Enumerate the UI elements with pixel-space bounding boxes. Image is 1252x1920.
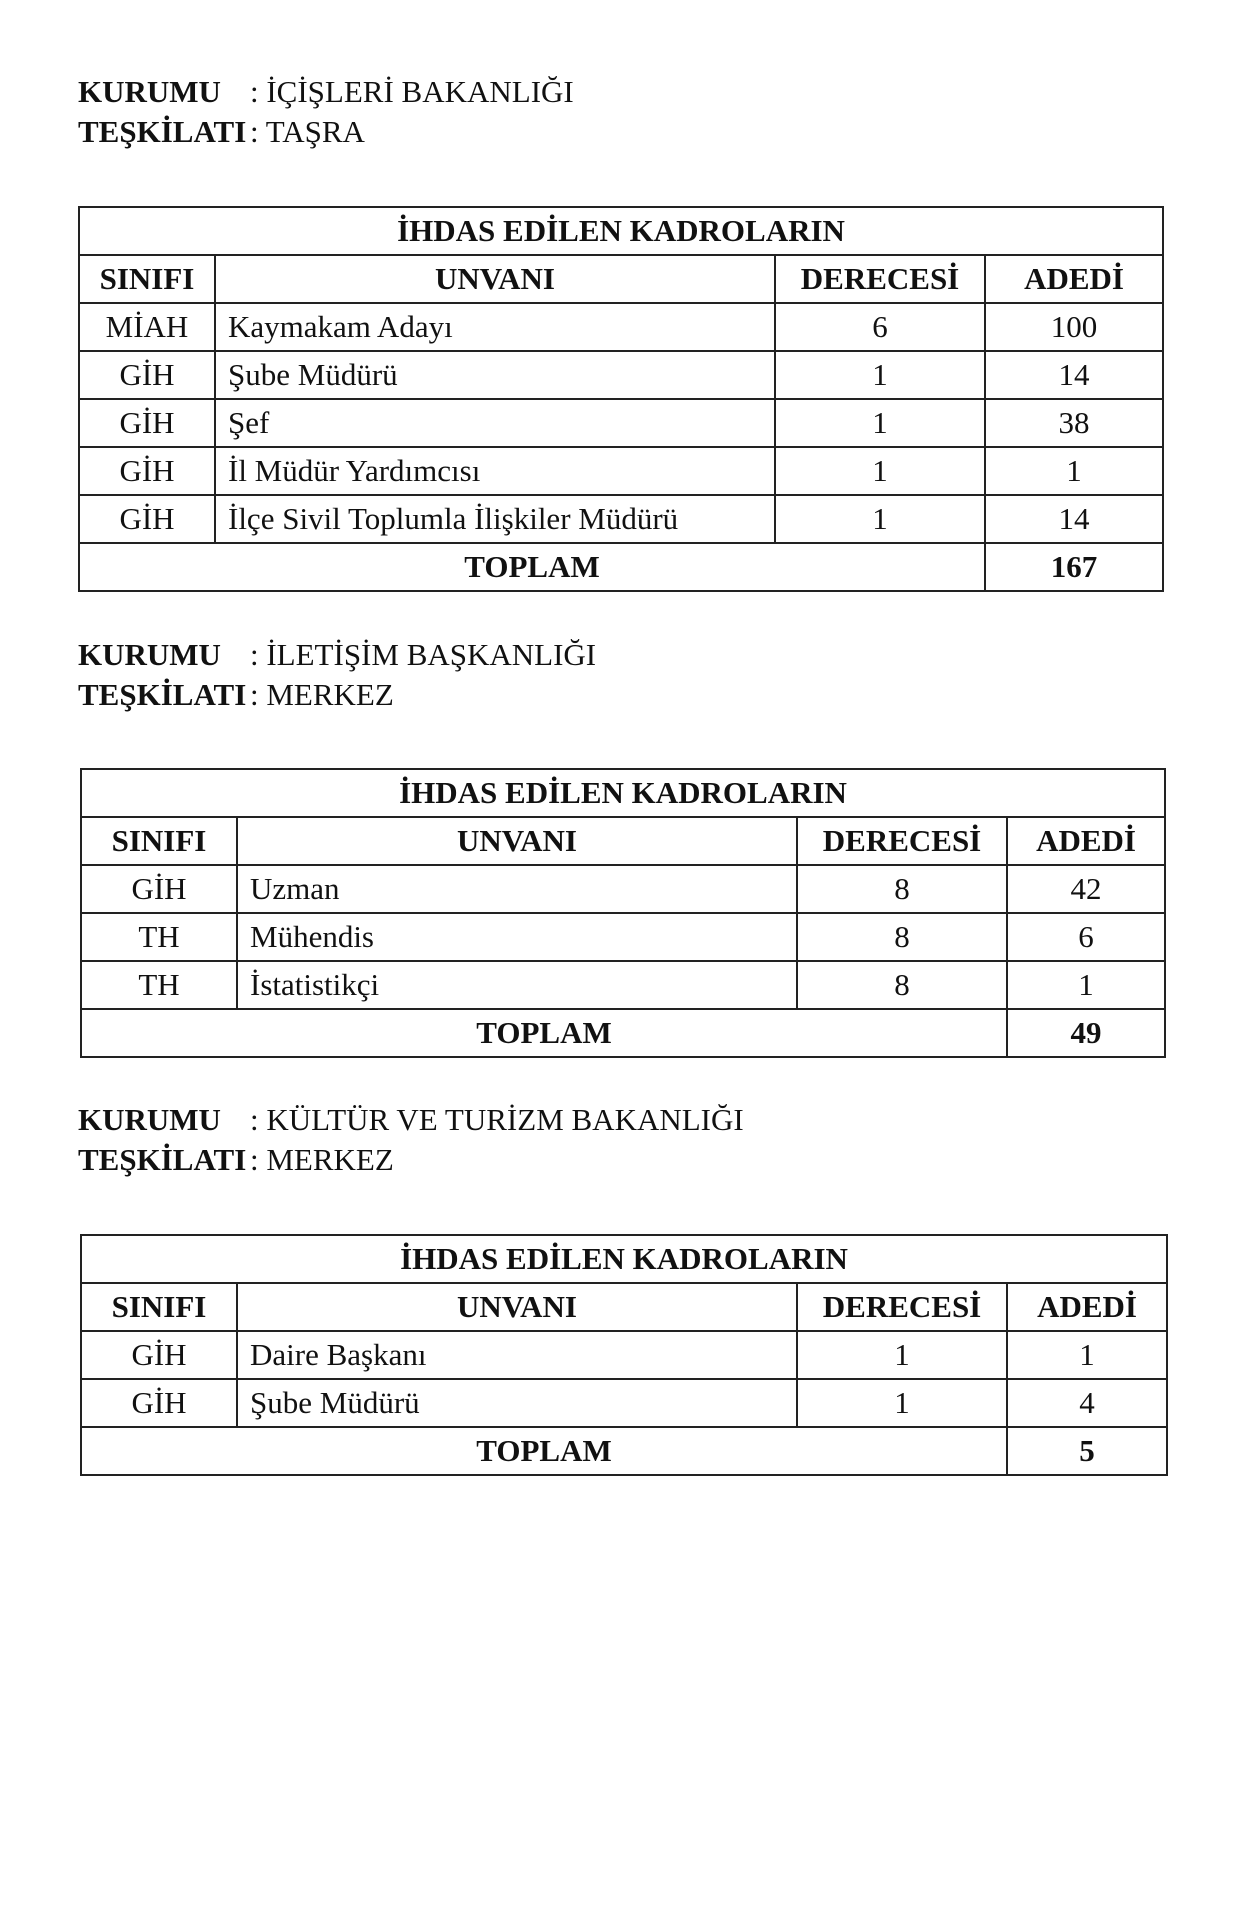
kurum-value: : KÜLTÜR VE TURİZM BAKANLIĞI — [250, 1102, 744, 1137]
cell-sinifi: TH — [81, 961, 237, 1009]
cell-unvani: Mühendis — [237, 913, 797, 961]
table-row — [79, 399, 1163, 447]
teskilat-label: TEŞKİLATI — [78, 114, 247, 149]
cell-sinifi: GİH — [81, 1379, 237, 1427]
col-header-unvani: UNVANI — [237, 817, 797, 865]
cell-derecesi: 1 — [775, 447, 985, 495]
col-header-adedi: ADEDİ — [1007, 1283, 1167, 1331]
kurum-label: KURUMU — [78, 637, 221, 672]
cell-derecesi: 8 — [797, 913, 1007, 961]
table-row — [79, 351, 1163, 399]
cell-adedi: 1 — [1007, 961, 1165, 1009]
cell-adedi: 38 — [985, 399, 1163, 447]
cell-sinifi: GİH — [79, 351, 215, 399]
cell-derecesi: 1 — [775, 351, 985, 399]
cell-unvani: Şube Müdürü — [237, 1379, 797, 1427]
cell-adedi: 100 — [985, 303, 1163, 351]
col-header-derecesi: DERECESİ — [797, 817, 1007, 865]
cell-sinifi: MİAH — [79, 303, 215, 351]
cell-sinifi: GİH — [79, 399, 215, 447]
teskilat-value: : MERKEZ — [250, 1142, 394, 1177]
cell-adedi: 6 — [1007, 913, 1165, 961]
cell-sinifi: TH — [81, 913, 237, 961]
teskilat-line — [78, 112, 574, 152]
col-header-derecesi: DERECESİ — [797, 1283, 1007, 1331]
kurum-line — [78, 1100, 744, 1140]
total-row — [81, 1009, 1165, 1057]
total-value: 167 — [985, 543, 1163, 591]
cell-derecesi: 6 — [775, 303, 985, 351]
cell-adedi: 42 — [1007, 865, 1165, 913]
teskilat-value: : MERKEZ — [250, 677, 394, 712]
cell-adedi: 14 — [985, 351, 1163, 399]
table-row — [79, 495, 1163, 543]
table-row — [79, 447, 1163, 495]
cell-unvani: İstatistikçi — [237, 961, 797, 1009]
kurum-value: : İÇİŞLERİ BAKANLIĞI — [250, 74, 574, 109]
col-header-sinifi: SINIFI — [81, 817, 237, 865]
table-row — [81, 961, 1165, 1009]
section-iletisim — [78, 635, 596, 715]
kurum-label: KURUMU — [78, 1102, 221, 1137]
cell-adedi: 14 — [985, 495, 1163, 543]
total-row — [79, 543, 1163, 591]
kadro-table — [80, 768, 1166, 1058]
table-row — [81, 865, 1165, 913]
section-icisleri — [78, 72, 574, 152]
cell-unvani: Kaymakam Adayı — [215, 303, 775, 351]
table-row — [81, 1331, 1167, 1379]
cell-sinifi: GİH — [81, 1331, 237, 1379]
total-value: 5 — [1007, 1427, 1167, 1475]
col-header-derecesi: DERECESİ — [775, 255, 985, 303]
kadro-table — [80, 1234, 1168, 1476]
cell-derecesi: 1 — [775, 495, 985, 543]
cell-adedi: 1 — [985, 447, 1163, 495]
cell-derecesi: 1 — [797, 1379, 1007, 1427]
cell-derecesi: 1 — [775, 399, 985, 447]
teskilat-line — [78, 1140, 744, 1180]
cell-unvani: Şef — [215, 399, 775, 447]
col-header-sinifi: SINIFI — [79, 255, 215, 303]
table-row — [79, 303, 1163, 351]
cell-adedi: 4 — [1007, 1379, 1167, 1427]
teskilat-label: TEŞKİLATI — [78, 677, 247, 712]
cell-adedi: 1 — [1007, 1331, 1167, 1379]
cell-unvani: Şube Müdürü — [215, 351, 775, 399]
cell-derecesi: 8 — [797, 865, 1007, 913]
teskilat-label: TEŞKİLATI — [78, 1142, 247, 1177]
total-label: TOPLAM — [79, 543, 985, 591]
cell-unvani: Daire Başkanı — [237, 1331, 797, 1379]
kadro-table — [78, 206, 1164, 592]
kurum-line — [78, 635, 596, 675]
cell-derecesi: 1 — [797, 1331, 1007, 1379]
kurum-line — [78, 72, 574, 112]
col-header-unvani: UNVANI — [237, 1283, 797, 1331]
cell-unvani: İl Müdür Yardımcısı — [215, 447, 775, 495]
table-row — [81, 913, 1165, 961]
col-header-sinifi: SINIFI — [81, 1283, 237, 1331]
col-header-unvani: UNVANI — [215, 255, 775, 303]
table-title: İHDAS EDİLEN KADROLARIN — [79, 207, 1163, 255]
teskilat-value: : TAŞRA — [250, 114, 365, 149]
kurum-label: KURUMU — [78, 74, 221, 109]
table-title: İHDAS EDİLEN KADROLARIN — [81, 1235, 1167, 1283]
cell-unvani: Uzman — [237, 865, 797, 913]
col-header-adedi: ADEDİ — [985, 255, 1163, 303]
cell-sinifi: GİH — [79, 447, 215, 495]
section-kultur-turizm — [78, 1100, 744, 1180]
table-title: İHDAS EDİLEN KADROLARIN — [81, 769, 1165, 817]
total-label: TOPLAM — [81, 1427, 1007, 1475]
cell-derecesi: 8 — [797, 961, 1007, 1009]
cell-unvani: İlçe Sivil Toplumla İlişkiler Müdürü — [215, 495, 775, 543]
cell-sinifi: GİH — [79, 495, 215, 543]
col-header-adedi: ADEDİ — [1007, 817, 1165, 865]
total-row — [81, 1427, 1167, 1475]
total-label: TOPLAM — [81, 1009, 1007, 1057]
total-value: 49 — [1007, 1009, 1165, 1057]
cell-sinifi: GİH — [81, 865, 237, 913]
table-row — [81, 1379, 1167, 1427]
kurum-value: : İLETİŞİM BAŞKANLIĞI — [250, 637, 597, 672]
teskilat-line — [78, 675, 596, 715]
